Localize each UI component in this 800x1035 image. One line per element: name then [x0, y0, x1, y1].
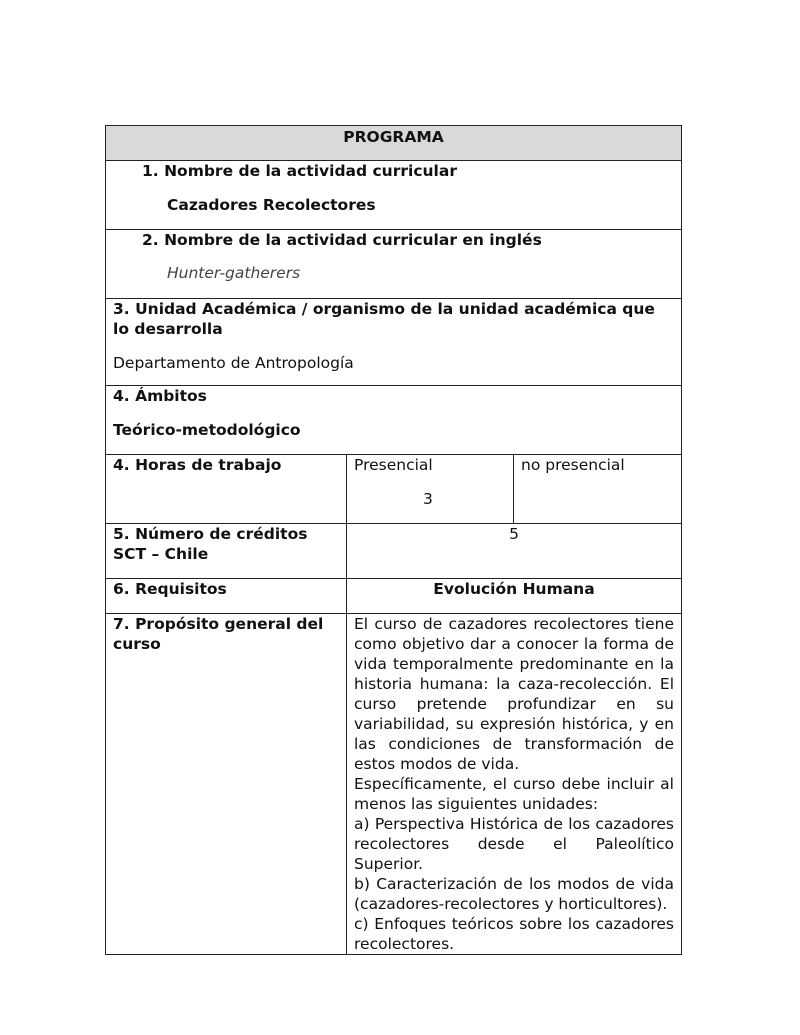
program-table	[105, 125, 682, 955]
activity-name-english-value: Hunter-gatherers	[167, 264, 301, 282]
hours-label: 4. Horas de trabajo	[106, 455, 347, 524]
proposito-unit-item: b) Caracterización de los modos de vida (cazadores-recolectores y horticultores).	[354, 875, 674, 913]
hours-presencial-cell	[347, 455, 514, 524]
section-ambitos	[106, 386, 682, 455]
proposito-text	[347, 614, 682, 955]
section-activity-name	[106, 161, 682, 230]
proposito-unit-item: c) Enfoques teóricos sobre los cazadores recolectores.	[354, 915, 674, 953]
presencial-value: 3	[423, 490, 433, 508]
activity-name-value: Cazadores Recolectores	[167, 196, 376, 214]
proposito-paragraph: El curso de cazadores recolectores tiene como objetivo dar a conocer la forma de vida temporalmente predominante en la historia humana: la caza-recolección. El curso pretende profundizar en su variabilidad, su expresión histórica, y en las condiciones de transformación de estos modos de vida.	[354, 615, 674, 773]
credits-value: 5	[347, 524, 682, 579]
requisitos-label: 6. Requisitos	[106, 579, 347, 614]
ambitos-value: Teórico-metodológico	[113, 421, 301, 439]
requisitos-value: Evolución Humana	[347, 579, 682, 614]
presencial-label: Presencial	[354, 456, 433, 474]
proposito-paragraph: Específicamente, el curso debe incluir al menos las siguientes unidades:	[354, 775, 674, 813]
section-academic-unit	[106, 299, 682, 386]
ambitos-heading: 4. Ámbitos	[113, 387, 207, 405]
academic-unit-value: Departamento de Antropología	[113, 354, 354, 372]
no-presencial-label: no presencial	[514, 455, 682, 524]
proposito-unit-item: a) Perspectiva Histórica de los cazadores recolectores desde el Paleolítico Superior.	[354, 815, 674, 873]
credits-label	[106, 524, 347, 579]
credits-label-line2: SCT – Chile	[113, 545, 209, 563]
section-activity-name-english	[106, 230, 682, 299]
proposito-label: 7. Propósito general del curso	[106, 614, 347, 955]
program-title: PROGRAMA	[106, 126, 682, 161]
credits-label-line1: 5. Número de créditos	[113, 525, 308, 543]
activity-name-english-heading: 2. Nombre de la actividad curricular en inglés	[142, 231, 542, 249]
academic-unit-heading: 3. Unidad Académica / organismo de la unidad académica que lo desarrolla	[113, 300, 655, 338]
activity-name-heading: 1. Nombre de la actividad curricular	[142, 162, 457, 180]
